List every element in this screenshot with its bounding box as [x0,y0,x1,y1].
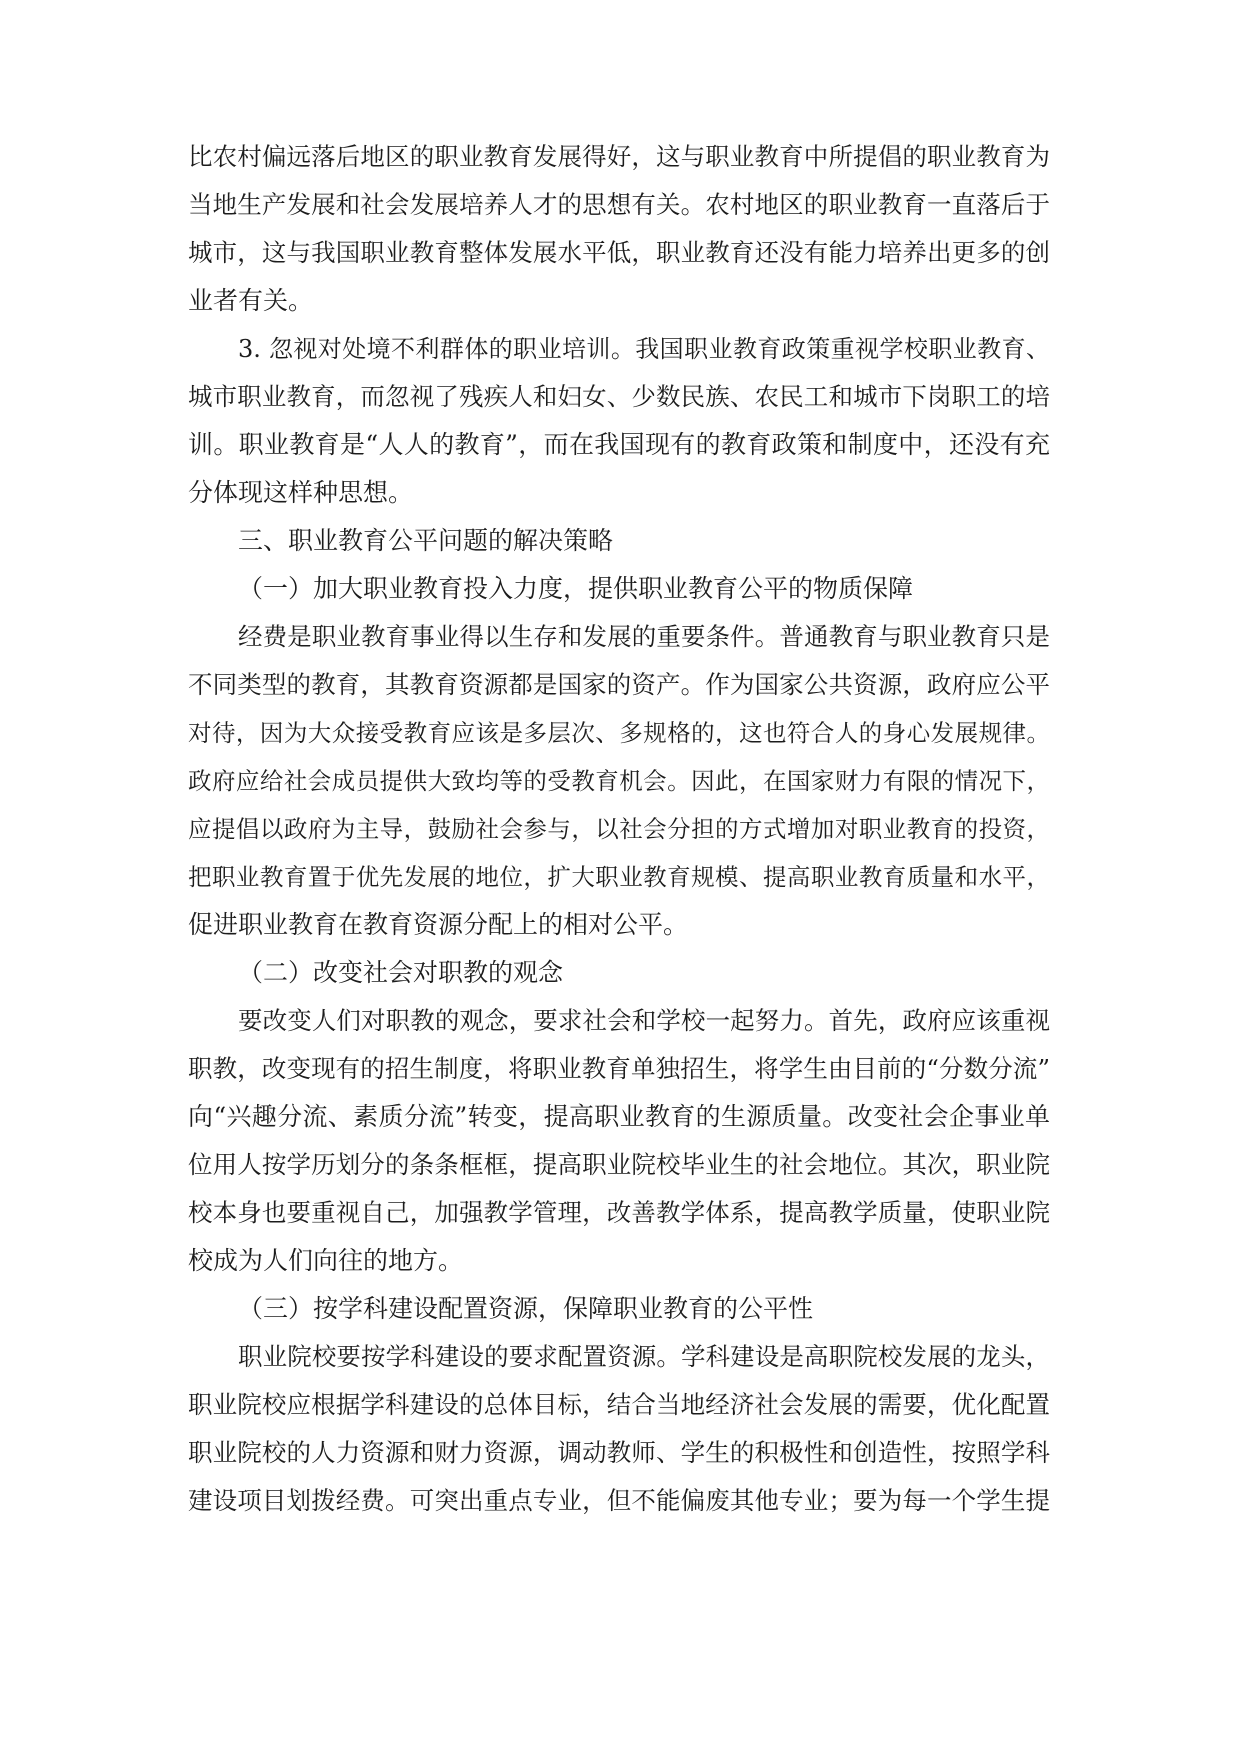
section-heading: 三、职业教育公平问题的解决策略 [238,526,614,555]
text-line: 城市职业教育，而忽视了残疾人和妇女、少数民族、农民工和城市下岗职工的培 [188,382,1050,411]
text-line: 经费是职业教育事业得以生存和发展的重要条件。普通教育与职业教育只是 [238,622,1050,651]
text-line: 政府应给社会成员提供大致均等的受教育机会。因此，在国家财力有限的情况下， [188,767,1050,795]
text-line: 要改变人们对职教的观念，要求社会和学校一起努力。首先，政府应该重视 [238,1006,1050,1035]
text-line: 业者有关。 [188,286,314,315]
text-line: 校本身也要重视自己，加强教学管理，改善教学体系，提高教学质量，使职业院 [188,1198,1050,1227]
text-line: 不同类型的教育，其教育资源都是国家的资产。作为国家公共资源，政府应公平 [188,670,1050,699]
subsection-heading: （三）按学科建设配置资源，保障职业教育的公平性 [238,1294,814,1323]
subsection-heading: （二）改变社会对职教的观念 [238,958,564,987]
text-line: 3. 忽视对处境不利群体的职业培训。我国职业教育政策重视学校职业教育、 [238,335,1050,363]
text-line: 分体现这样种思想。 [188,478,414,507]
text-line: 位用人按学历划分的条条框框，提高职业院校毕业生的社会地位。其次，职业院 [188,1150,1050,1179]
text-line: 职教，改变现有的招生制度，将职业教育单独招生，将学生由目前的“分数分流” [188,1054,1050,1083]
text-line: 应提倡以政府为主导，鼓励社会参与，以社会分担的方式增加对职业教育的投资， [188,815,1050,843]
text-line: 职业院校要按学科建设的要求配置资源。学科建设是高职院校发展的龙头， [238,1342,1050,1371]
text-line: 校成为人们向往的地方。 [188,1246,464,1275]
text-line: 城市，这与我国职业教育整体发展水平低，职业教育还没有能力培养出更多的创 [188,238,1050,267]
text-line: 比农村偏远落后地区的职业教育发展得好，这与职业教育中所提倡的职业教育为 [188,142,1050,171]
text-line: 对待，因为大众接受教育应该是多层次、多规格的，这也符合人的身心发展规律。 [188,719,1050,747]
text-line: 职业院校的人力资源和财力资源，调动教师、学生的积极性和创造性，按照学科 [188,1438,1050,1467]
text-line: 把职业教育置于优先发展的地位，扩大职业教育规模、提高职业教育质量和水平， [188,863,1050,891]
subsection-heading: （一）加大职业教育投入力度，提供职业教育公平的物质保障 [238,574,914,603]
text-line: 向“兴趣分流、素质分流”转变，提高职业教育的生源质量。改变社会企事业单 [188,1102,1050,1131]
text-line: 训。职业教育是“人人的教育”，而在我国现有的教育政策和制度中，还没有充 [188,430,1050,459]
text-line: 当地生产发展和社会发展培养人才的思想有关。农村地区的职业教育一直落后于 [188,190,1050,219]
text-line: 职业院校应根据学科建设的总体目标，结合当地经济社会发展的需要，优化配置 [188,1390,1050,1419]
text-line: 促进职业教育在教育资源分配上的相对公平。 [188,910,689,939]
text-line: 建设项目划拨经费。可突出重点专业，但不能偏废其他专业；要为每一个学生提 [188,1486,1050,1515]
